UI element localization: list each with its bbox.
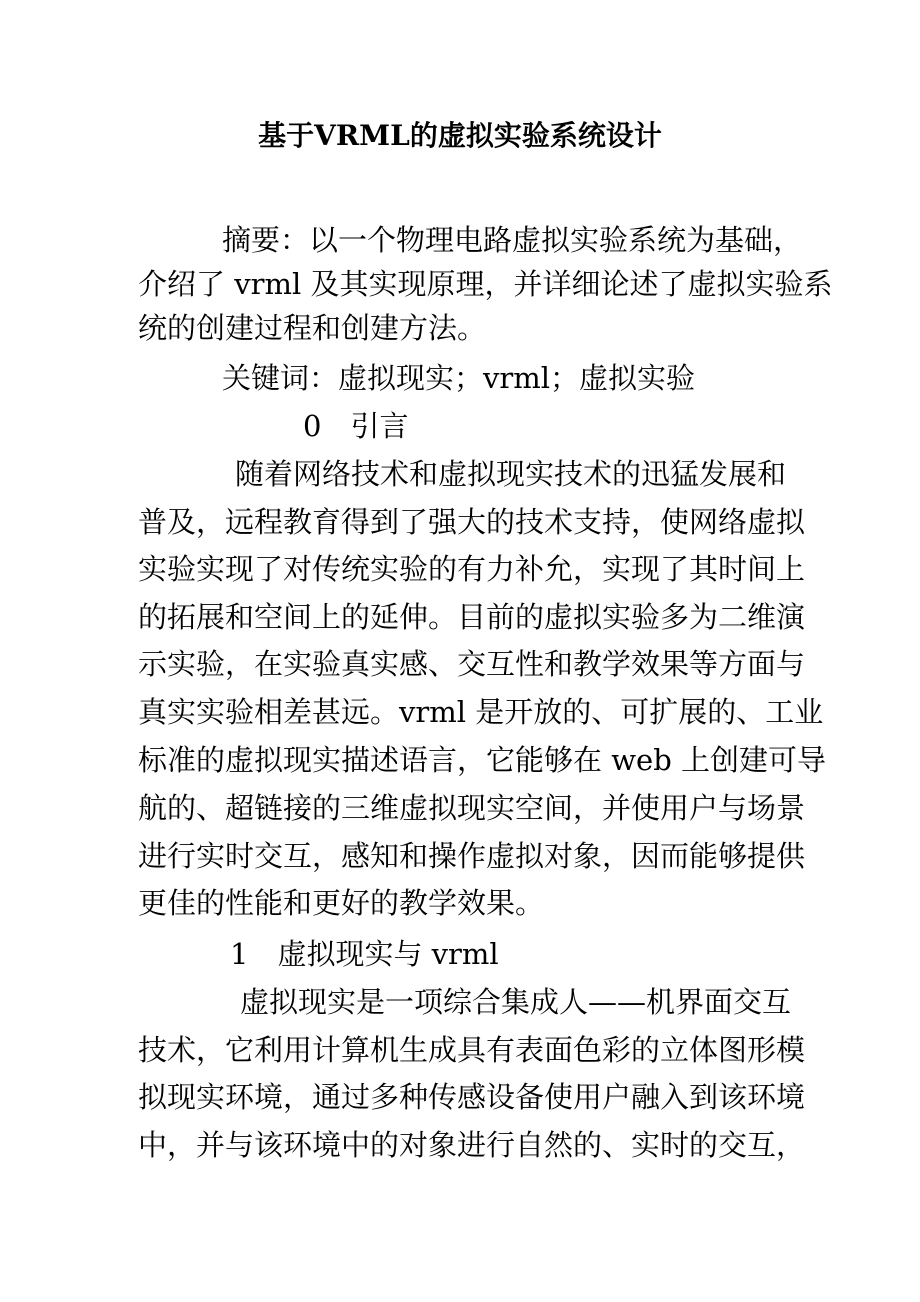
paragraph-line: 普及，远程教育得到了强大的技术支持，使网络虚拟 <box>138 505 806 539</box>
abstract-line: 摘要：以一个物理电路虚拟实验系统为基础， <box>222 223 803 257</box>
paragraph-line: 航的、超链接的三维虚拟现实空间，并使用户与场景 <box>138 791 806 825</box>
abstract-line: 统的创建过程和创建方法。 <box>138 311 487 345</box>
document-title: 基于VRML的虚拟实验系统设计 <box>258 119 662 152</box>
paragraph-line: 的拓展和空间上的延伸。目前的虚拟实验多为二维演 <box>138 600 806 634</box>
paragraph-line: 标准的虚拟现实描述语言，它能够在 web 上创建可导 <box>138 743 826 777</box>
paragraph-line: 随着网络技术和虚拟现实技术的迅猛发展和 <box>235 457 787 491</box>
keywords-line: 关键词：虚拟现实；vrml；虚拟实验 <box>222 361 696 395</box>
paragraph-line: 真实实验相差甚远。vrml 是开放的、可扩展的、工业 <box>138 695 824 729</box>
paragraph-line: 示实验，在实验真实感、交互性和教学效果等方面与 <box>138 647 806 681</box>
paragraph-line: 中，并与该环境中的对象进行自然的、实时的交互， <box>138 1128 806 1162</box>
paragraph-line: 进行实时交互，感知和操作虚拟对象，因而能够提供 <box>138 839 806 873</box>
section-heading: 1 虚拟现实与 vrml <box>230 937 499 971</box>
paragraph-line: 拟现实环境，通过多种传感设备使用户融入到该环境 <box>138 1080 806 1114</box>
paragraph-line: 技术，它利用计算机生成具有表面色彩的立体图形模 <box>138 1033 806 1067</box>
paragraph-line: 实验实现了对传统实验的有力补允，实现了其时间上 <box>138 552 806 586</box>
paragraph-line: 虚拟现实是一项综合集成人——机界面交互 <box>240 985 792 1019</box>
abstract-line: 介绍了 vrml 及其实现原理，并详细论述了虚拟实验系 <box>138 267 833 301</box>
section-heading: 0 引言 <box>303 409 409 443</box>
paragraph-line: 更佳的性能和更好的教学效果。 <box>138 886 545 920</box>
